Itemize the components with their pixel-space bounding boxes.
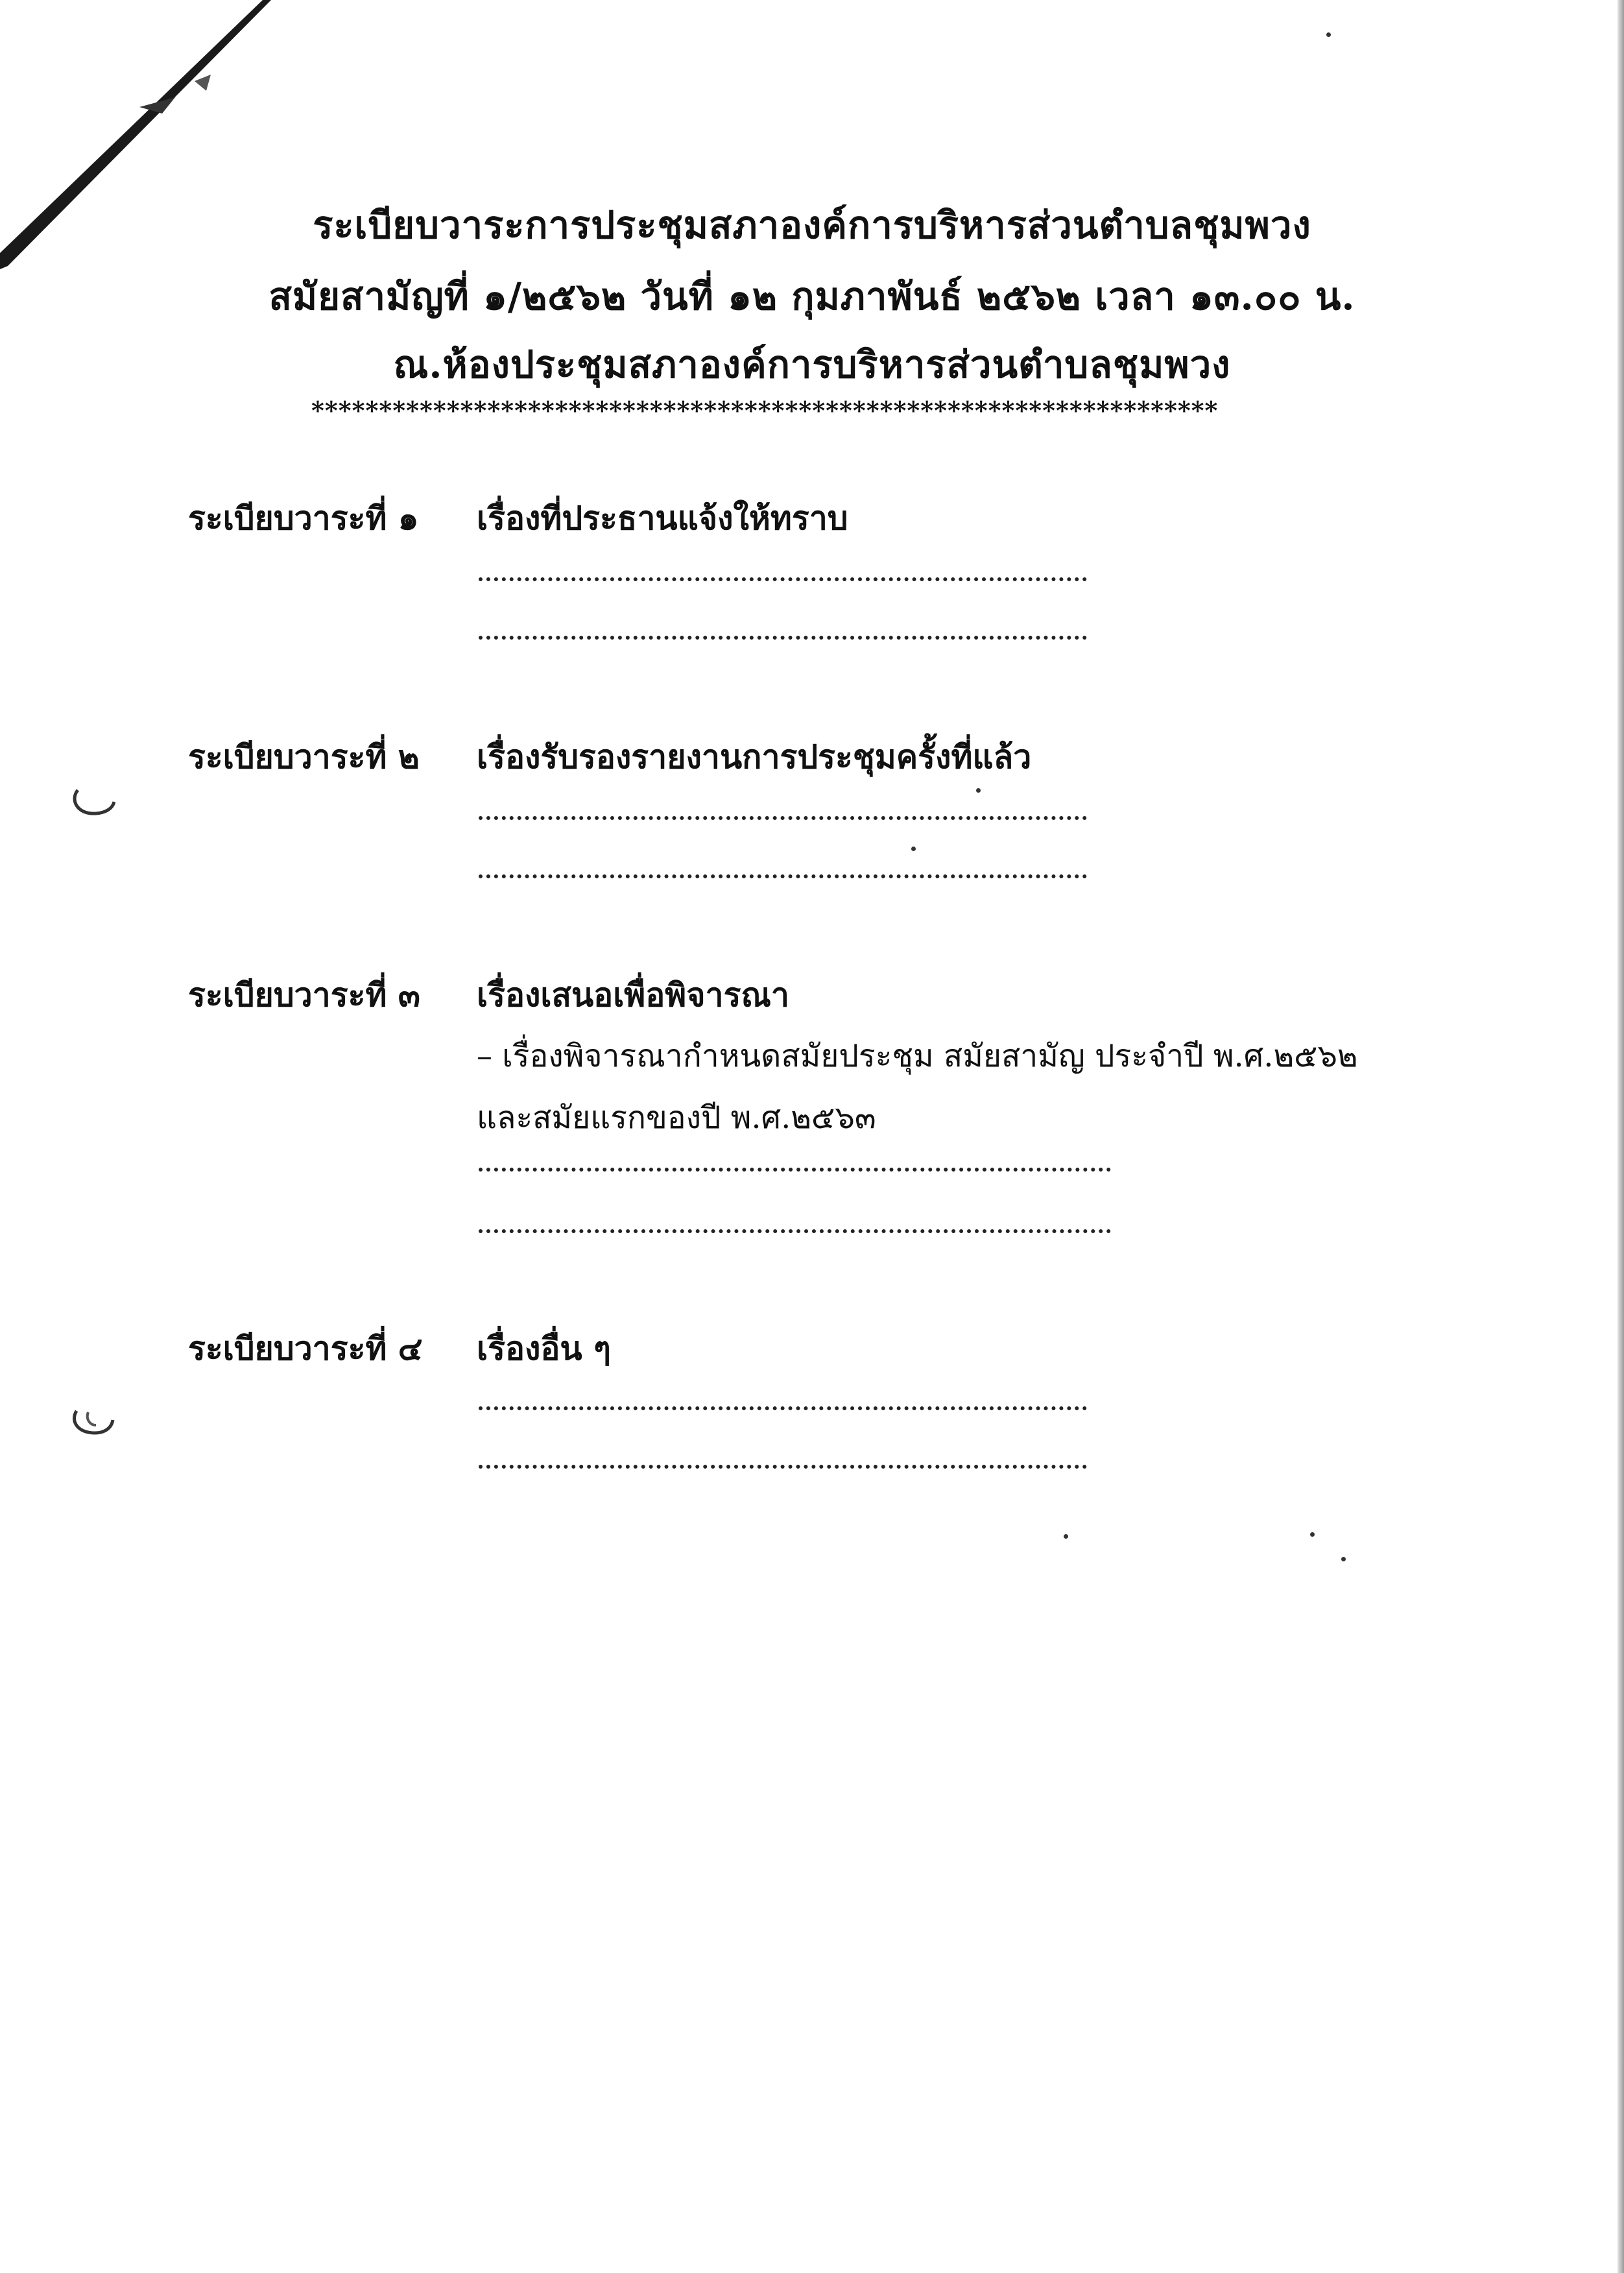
document-title: ระเบียบวาระการประชุมสภาองค์การบริหารส่วนตำบลชุมพวง [313,203,1311,247]
blank-dotted-line [479,1406,1087,1410]
agenda-3-detail-line-1: – เรื่องพิจารณากำหนดสมัยประชุม สมัยสามัญ ประจำปี พ.ศ.๒๕๖๒ [477,1038,1358,1074]
separator-stars: ******************************************************************* [311,396,1219,425]
agenda-1-label: ระเบียบวาระที่ ๑ [188,499,419,537]
scan-speck [976,788,981,793]
agenda-3-title: เรื่องเสนอเพื่อพิจารณา [477,976,789,1014]
agenda-4-label: ระเบียบวาระที่ ๔ [188,1329,423,1367]
agenda-2-label: ระเบียบวาระที่ ๒ [188,738,420,776]
punch-hole-mark [70,785,115,819]
meeting-session-date: สมัยสามัญที่ ๑/๒๕๖๒ วันที่ ๑๒ กุมภาพันธ์ ๒๕๖๒ เวลา ๑๓.๐๐ น. [269,274,1355,319]
scan-speck [1326,32,1331,37]
scan-speck [1310,1532,1315,1537]
agenda-3-detail-line-2: และสมัยแรกของปี พ.ศ.๒๕๖๓ [477,1100,876,1136]
blank-dotted-line [479,816,1087,820]
scan-speck [1064,1534,1068,1539]
agenda-2-title: เรื่องรับรองรายงานการประชุมครั้งที่แล้ว [477,738,1032,776]
agenda-3-label: ระเบียบวาระที่ ๓ [188,976,420,1014]
blank-dotted-line [479,1229,1111,1233]
agenda-1-title: เรื่องที่ประธานแจ้งให้ทราบ [477,499,848,537]
scan-speck [911,847,916,851]
blank-dotted-line [479,1168,1111,1172]
blank-dotted-line [479,636,1087,640]
blank-dotted-line [479,1465,1087,1469]
meeting-location: ณ.ห้องประชุมสภาองค์การบริหารส่วนตำบลชุมพวง [393,343,1231,387]
blank-dotted-line [479,577,1087,581]
punch-hole-mark [70,1404,115,1438]
agenda-4-title: เรื่องอื่น ๆ [477,1329,611,1367]
scan-speck [1341,1557,1346,1561]
blank-dotted-line [479,874,1087,878]
